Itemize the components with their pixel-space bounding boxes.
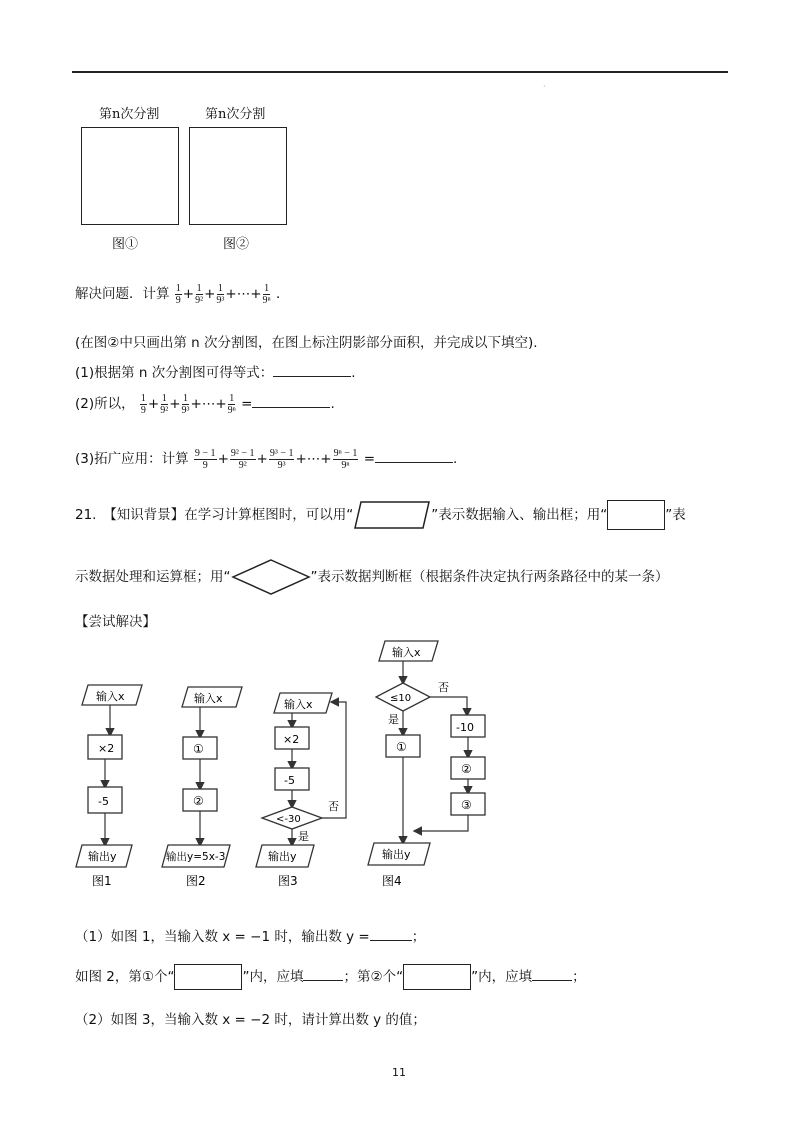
dots: +⋯+: [295, 451, 332, 467]
answer-blank[interactable]: [370, 940, 412, 941]
answer-blank[interactable]: [273, 376, 351, 377]
fig4-caption: 图4: [382, 874, 402, 888]
q1-line2-c: ；第②个“: [343, 969, 404, 985]
q3-prefix: (3)拓广应用：计算: [75, 451, 189, 467]
q1-end: ；: [411, 929, 426, 945]
dots: +⋯+: [190, 396, 227, 412]
fraction: $\frac{1}{9}$: [175, 282, 181, 306]
fig1-caption: 图1: [92, 874, 112, 888]
fraction: $\frac{\text{9ⁿ − 1}}{\text{9ⁿ}}$: [333, 447, 358, 471]
answer-blank[interactable]: [303, 980, 343, 981]
p21-line2: [75, 558, 669, 596]
fraction: $\frac{\text{9³ − 1}}{\text{9³}}$: [269, 447, 294, 471]
rectangle-icon: [607, 500, 665, 530]
q2-line: [75, 392, 335, 416]
p21-text-a: 21. 【知识背景】在学习计算框图时，可以用“: [75, 507, 354, 523]
fig4-no-op3: ③: [461, 798, 472, 812]
p21-q1-line: [75, 925, 425, 945]
fraction: $\frac{1}{9}$: [140, 392, 146, 416]
q1-text: (1)根据第 n 次分割图可得等式：: [75, 365, 274, 381]
p21-text-d: 示数据处理和运算框；用“: [75, 569, 231, 585]
fig3-op1: ×2: [283, 733, 300, 746]
dots: +⋯+: [225, 286, 262, 302]
q1-line2-e: ；: [572, 969, 586, 985]
p21-q2-line: （2）如图 3，当输入数 x = −2 时，请计算出数 y 的值；: [75, 1012, 426, 1028]
fig4-no-op2: ②: [461, 762, 472, 776]
q1-line2-d: ”内，应填: [471, 969, 533, 985]
fig2-title: 第n次分割: [205, 107, 266, 122]
fig4-output: 输出y: [382, 848, 411, 861]
plus-sign: +: [217, 451, 229, 467]
fig2-caption: 图②: [223, 237, 250, 252]
fraction: $\frac{1}{\text{9ⁿ}}$: [262, 282, 271, 306]
p21-text-b: ”表示数据输入、输出框；用“: [431, 507, 608, 523]
fig2-op2: ②: [193, 794, 204, 808]
solve-prefix: 解决问题．计算: [75, 286, 170, 302]
answer-blank[interactable]: [532, 980, 572, 981]
p21-text-c: ”表: [665, 507, 686, 523]
fig2-caption: 图2: [186, 874, 206, 888]
p21-text-e: ”表示数据判断框（根据条件决定执行两条路径中的某一条）: [310, 569, 669, 585]
fraction: $\frac{\text{9² − 1}}{\text{9²}}$: [230, 447, 255, 471]
fig1-op2: -5: [98, 795, 109, 808]
plus-sign: +: [182, 286, 195, 302]
plus-sign: +: [204, 286, 216, 302]
fraction: $\frac{1}{\text{9ⁿ}}$: [227, 392, 236, 416]
fig4-no-op1: -10: [456, 721, 474, 734]
answer-blank[interactable]: [252, 407, 330, 408]
q1-end: .: [351, 365, 356, 381]
fig1-input: 输入x: [96, 690, 125, 703]
fig1-output: 输出y: [88, 850, 117, 863]
section-title: 【尝试解决】: [75, 614, 156, 630]
fig3-caption: 图3: [278, 874, 298, 888]
parallelogram-icon: [353, 500, 431, 530]
fraction: $\frac{1}{\text{9³}}$: [216, 282, 225, 306]
flowcharts: [70, 635, 510, 895]
arrow: [415, 815, 468, 831]
solve-suffix: ．: [276, 286, 290, 302]
fig1-op1: ×2: [98, 742, 115, 755]
p21-q1-line2: [75, 964, 586, 990]
fig3-input: 输入x: [284, 698, 313, 711]
rectangle-icon: [403, 964, 471, 990]
fig2-op1: ①: [193, 742, 204, 756]
square-figure-2: [189, 127, 287, 225]
q1-line: [75, 361, 356, 381]
page-number: 11: [392, 1066, 406, 1079]
plus-sign: +: [147, 396, 160, 412]
arrow: [430, 697, 467, 715]
p21-line1: [75, 500, 686, 530]
header-dot: ·: [543, 82, 546, 91]
fig4-input: 输入x: [392, 646, 421, 659]
plus-sign: +: [256, 451, 268, 467]
fig3-op2: -5: [284, 774, 295, 787]
fig3-no: 否: [328, 800, 339, 813]
answer-blank[interactable]: [375, 462, 453, 463]
fig3-output: 输出y: [268, 850, 297, 863]
fig4-cond: ≤10: [390, 693, 412, 704]
solve-problem-line: [75, 282, 290, 306]
fig2-output: 输出y=5x-3: [166, 851, 226, 863]
q2-prefix: (2)所以，: [75, 396, 135, 412]
equals: =: [363, 451, 375, 467]
fig1-caption: 图①: [112, 237, 139, 252]
fig2-input: 输入x: [194, 692, 223, 705]
q1-line2-b: ”内，应填: [242, 969, 304, 985]
diamond-icon: [231, 558, 311, 596]
rectangle-icon: [174, 964, 242, 990]
fraction: $\frac{9 - 1}{9}$: [194, 447, 216, 471]
q1-text: （1）如图 1，当输入数 x = −1 时，输出数 y =: [75, 929, 370, 945]
fig3-yes: 是: [298, 830, 309, 843]
header-rule: [72, 71, 728, 73]
fig4-no: 否: [438, 681, 449, 694]
equals: =: [241, 396, 253, 412]
fig4-yes-op: ①: [396, 740, 407, 754]
fraction: $\frac{1}{\text{9³}}$: [181, 392, 190, 416]
square-figure-1: [81, 127, 179, 225]
q2-end: .: [330, 396, 335, 412]
fraction: $\frac{1}{\text{9²}}$: [195, 282, 204, 306]
plus-sign: +: [169, 396, 181, 412]
q1-line2-a: 如图 2，第①个“: [75, 969, 175, 985]
fig1-title: 第n次分割: [99, 107, 160, 122]
instruction-line: (在图②中只画出第 n 次分割图，在图上标注阴影部分面积，并完成以下填空).: [75, 335, 538, 351]
fig4-yes: 是: [388, 713, 399, 726]
q3-end: .: [453, 451, 458, 467]
fig3-cond: <-30: [276, 814, 301, 825]
q3-line: [75, 447, 457, 471]
fraction: $\frac{1}{\text{9²}}$: [160, 392, 169, 416]
